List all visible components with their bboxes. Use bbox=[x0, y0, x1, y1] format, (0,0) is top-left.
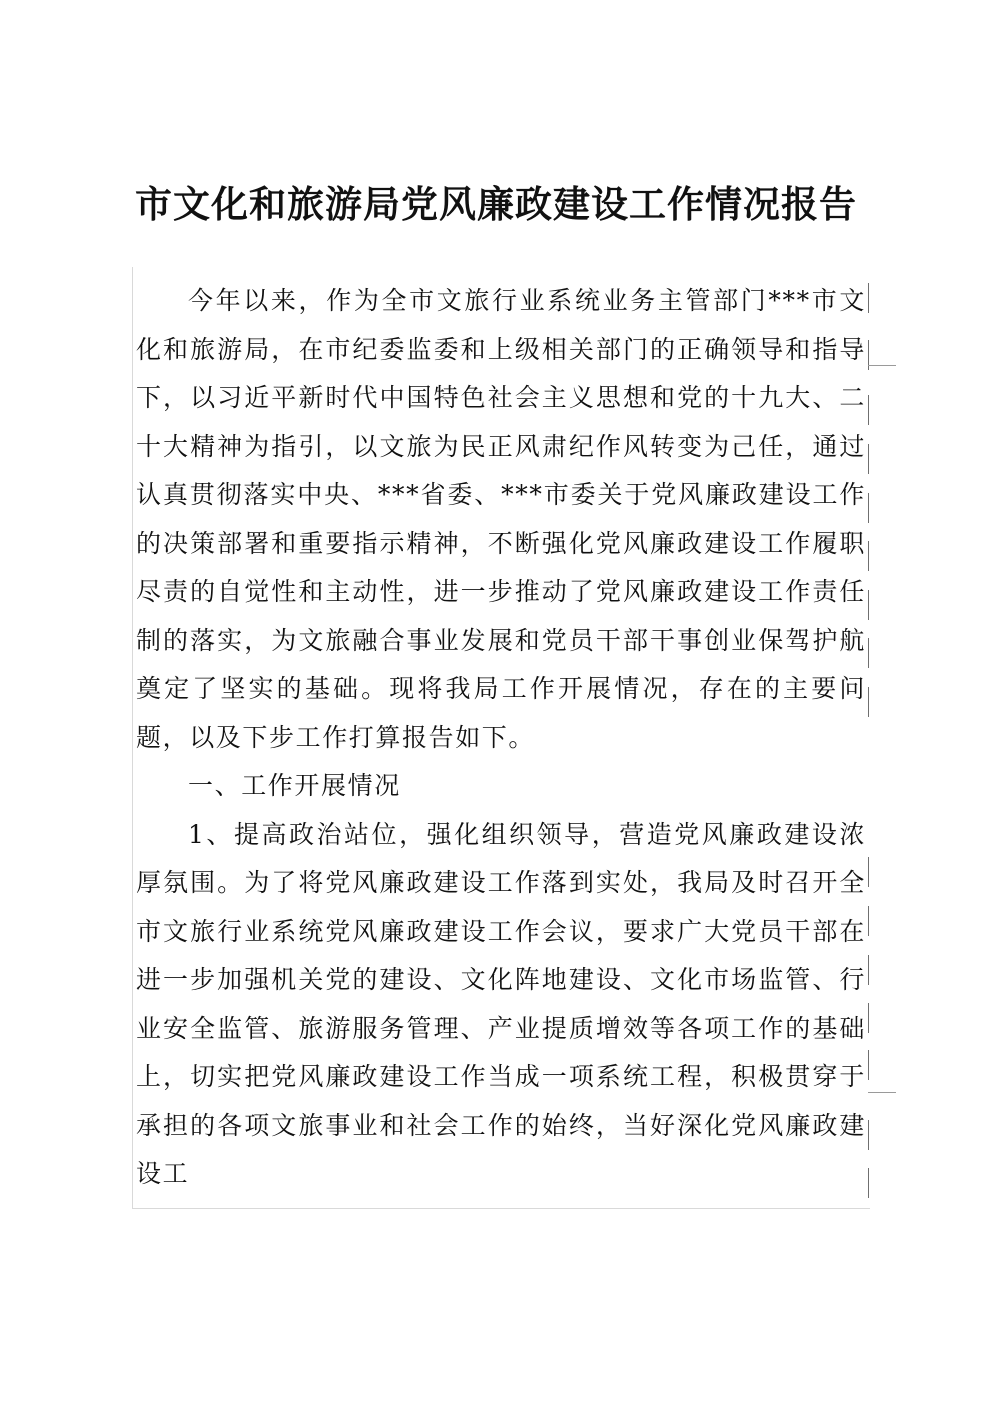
paragraph-item-1: 1、提高政治站位，强化组织领导，营造党风廉政建设浓厚氛围。为了将党风廉政建设工作落到实处，我局及时召开全市文旅行业系统党风廉政建设工作会议，要求广大党员干部在进一步加强机关党的建设、文化阵地建设、文化市场监管、行业安全监管、旅游服务管理、产业提质增效等各项工作的基础上，切实把党风廉政建设工作当成一项系统工程，积极贯穿于承担的各项文旅事业和社会工作的始终，当好深化党风廉政建设工 bbox=[136, 819, 866, 1188]
paragraph-intro: 今年以来，作为全市文旅行业系统业务主管部门***市文化和旅游局，在市纪委监委和上级相关部门的正确领导和指导下，以习近平新时代中国特色社会主义思想和党的十九大、二十大精神为指引，以文旅为民正风肃纪作风转变为己任，通过认真贯彻落实中央、***省委、***市委关于党风廉政建设工作的决策部署和重要指示精神，不断强化党风廉政建设工作履职尽责的自觉性和主动性，进一步推动了党风廉政建设工作责任制的落实，为文旅融合事业发展和党员干部干事创业保驾护航奠定了坚实的基础。现将我局工作开展情况，存在的主要问题，以及下步工作打算报告如下。 bbox=[136, 286, 866, 752]
document-title: 市文化和旅游局党风廉政建设工作情况报告 bbox=[135, 182, 857, 226]
margin-marker bbox=[868, 283, 869, 313]
margin-marker bbox=[868, 1120, 869, 1150]
document-body bbox=[136, 277, 866, 1199]
margin-marker bbox=[868, 687, 869, 717]
margin-marker bbox=[868, 395, 869, 425]
margin-marker bbox=[868, 541, 869, 571]
margin-marker bbox=[868, 590, 869, 620]
margin-tick bbox=[868, 1092, 896, 1093]
margin-marker bbox=[868, 1168, 869, 1198]
margin-tick bbox=[868, 365, 896, 366]
margin-marker bbox=[868, 1050, 869, 1080]
margin-marker bbox=[868, 955, 869, 985]
margin-marker bbox=[868, 906, 869, 936]
margin-marker bbox=[868, 857, 869, 887]
margin-marker bbox=[868, 493, 869, 523]
margin-marker bbox=[868, 638, 869, 668]
section-heading: 一、工作开展情况 bbox=[188, 771, 401, 800]
margin-marker bbox=[868, 1003, 869, 1033]
margin-marker bbox=[868, 444, 869, 474]
